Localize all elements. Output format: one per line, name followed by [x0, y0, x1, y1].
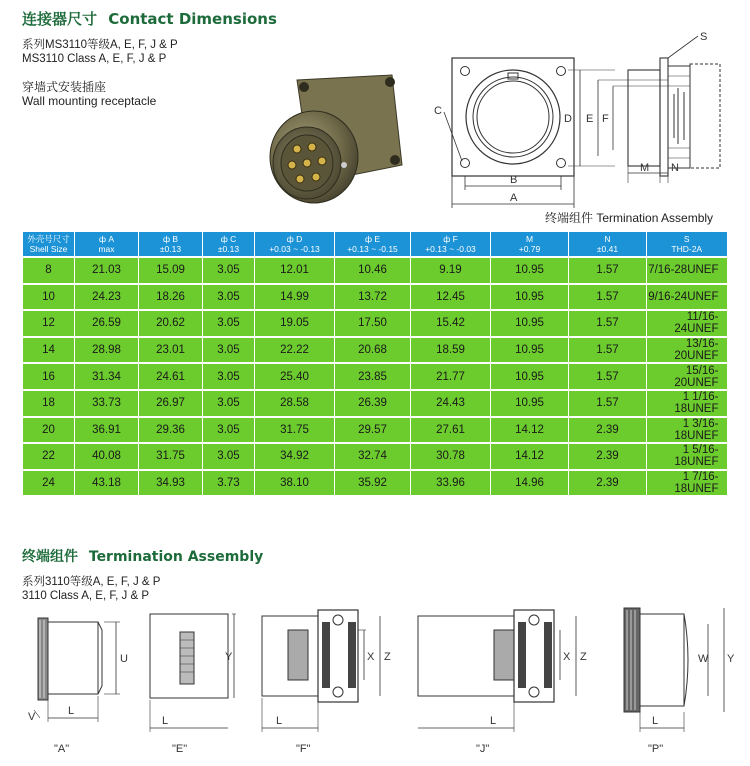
type-a-dim-v: V	[28, 711, 36, 723]
table-cell: 24.23	[75, 284, 139, 311]
page-title	[22, 8, 277, 29]
title-en: Contact Dimensions	[108, 10, 277, 28]
table-cell: 19.05	[255, 310, 335, 337]
table-cell: 3.05	[203, 443, 255, 470]
column-header-line: ф E	[364, 234, 381, 244]
termination-series-cn: 系列3110等级A, E, F, J & P	[22, 576, 161, 588]
table-cell: 3.73	[203, 470, 255, 496]
table-row	[23, 337, 727, 364]
table-row	[23, 310, 727, 337]
table-cell: 3.05	[203, 417, 255, 444]
table-row	[23, 417, 727, 444]
table-cell: 13/16-20UNEF	[647, 337, 727, 364]
type-e-dim-l: L	[162, 715, 169, 727]
table-cell: 10	[23, 284, 75, 311]
table-cell: 14	[23, 337, 75, 364]
table-cell: 18.26	[139, 284, 203, 311]
table-cell: 2.39	[569, 470, 647, 496]
table-cell: 38.10	[255, 470, 335, 496]
type-p-dim-l: L	[652, 715, 659, 727]
column-header-line: Shell Size	[29, 244, 68, 254]
termination-title-cn: 终端组件	[22, 549, 78, 565]
type-p-dim-w: W	[698, 653, 709, 665]
type-j-label: "J"	[476, 743, 490, 755]
table-cell: 31.75	[255, 417, 335, 444]
table-cell: 22.22	[255, 337, 335, 364]
column-header-line: ф D	[286, 234, 303, 244]
column-header	[203, 232, 255, 257]
type-j-dim-x: X	[563, 651, 571, 663]
column-header-line: ф C	[220, 234, 237, 244]
table-cell: 9.19	[411, 257, 491, 284]
table-cell: 9/16-24UNEF	[647, 284, 727, 311]
table-cell: 24	[23, 470, 75, 496]
spec-table	[22, 232, 727, 495]
dim-label-n: N	[671, 162, 679, 174]
table-cell: 23.85	[335, 363, 411, 390]
column-header-line: ±0.13	[217, 244, 240, 254]
dim-label-d: D	[564, 113, 572, 125]
type-p-dim-y: Y	[727, 653, 735, 665]
table-cell: 1 3/16-18UNEF	[647, 417, 727, 444]
connector-photo	[262, 65, 407, 215]
mount-en: Wall mounting receptacle	[22, 94, 157, 108]
table-cell: 24.43	[411, 390, 491, 417]
table-cell: 33.96	[411, 470, 491, 496]
dim-label-c: C	[434, 105, 442, 117]
table-cell: 3.05	[203, 337, 255, 364]
table-cell: 1.57	[569, 284, 647, 311]
mount-cn: 穿墙式安装插座	[22, 80, 107, 94]
table-cell: 12.01	[255, 257, 335, 284]
table-header-row	[23, 232, 727, 257]
column-header	[647, 232, 727, 257]
column-header	[75, 232, 139, 257]
table-cell: 23.01	[139, 337, 203, 364]
table-cell: 3.05	[203, 284, 255, 311]
table-cell: 11/16-24UNEF	[647, 310, 727, 337]
column-header-line: 外壳号尺寸	[27, 234, 70, 244]
table-cell: 34.93	[139, 470, 203, 496]
column-header-line: M	[525, 234, 534, 244]
table-cell: 13.72	[335, 284, 411, 311]
column-header-line: +0.13 ~ -0.03	[425, 244, 476, 254]
title-cn: 连接器尺寸	[22, 10, 98, 28]
table-cell: 1.57	[569, 390, 647, 417]
table-cell: 3.05	[203, 310, 255, 337]
column-header	[335, 232, 411, 257]
column-header-line: THD-2A	[671, 244, 703, 254]
table-cell: 14.99	[255, 284, 335, 311]
type-e-label: "E"	[172, 743, 188, 755]
table-row	[23, 284, 727, 311]
table-cell: 10.95	[491, 257, 569, 284]
table-cell: 28.98	[75, 337, 139, 364]
table-cell: 20.68	[335, 337, 411, 364]
table-cell: 10.95	[491, 337, 569, 364]
table-cell: 15/16-20UNEF	[647, 363, 727, 390]
table-cell: 12.45	[411, 284, 491, 311]
type-j-drawing	[418, 610, 587, 755]
table-cell: 32.74	[335, 443, 411, 470]
table-cell: 28.58	[255, 390, 335, 417]
table-cell: 17.50	[335, 310, 411, 337]
column-header	[139, 232, 203, 257]
table-cell: 8	[23, 257, 75, 284]
table-cell: 27.61	[411, 417, 491, 444]
table-cell: 14.12	[491, 443, 569, 470]
column-header-line: +0.79	[518, 244, 541, 254]
table-cell: 22	[23, 443, 75, 470]
termination-title	[22, 546, 263, 566]
table-cell: 12	[23, 310, 75, 337]
table-cell: 15.09	[139, 257, 203, 284]
type-f-dim-x: X	[367, 651, 375, 663]
table-cell: 29.57	[335, 417, 411, 444]
table-cell: 1.57	[569, 337, 647, 364]
type-f-dim-z: Z	[384, 651, 391, 663]
type-j-dim-z: Z	[580, 651, 587, 663]
column-header-line: ±0.13	[159, 244, 182, 254]
table-cell: 18.59	[411, 337, 491, 364]
termination-series-en: 3110 Class A, E, F, J & P	[22, 590, 149, 602]
dim-label-b: B	[510, 174, 518, 186]
table-cell: 1 1/16-18UNEF	[647, 390, 727, 417]
table-cell: 31.75	[139, 443, 203, 470]
dimension-diagram	[430, 28, 730, 213]
series-en: MS3110 Class A, E, F, J & P	[22, 53, 167, 65]
dim-label-s: S	[700, 31, 708, 43]
column-header	[491, 232, 569, 257]
table-cell: 10.95	[491, 363, 569, 390]
table-cell: 29.36	[139, 417, 203, 444]
type-e-dim-y: Y	[225, 651, 233, 663]
table-cell: 16	[23, 363, 75, 390]
table-cell: 15.42	[411, 310, 491, 337]
type-j-dim-l: L	[490, 715, 497, 727]
series-block	[22, 38, 178, 66]
table-cell: 1.57	[569, 257, 647, 284]
table-cell: 14.12	[491, 417, 569, 444]
column-header	[569, 232, 647, 257]
column-header-line: ф A	[98, 234, 115, 244]
table-cell: 3.05	[203, 390, 255, 417]
table-cell: 1.57	[569, 310, 647, 337]
termination-title-en: Termination Assembly	[88, 549, 264, 565]
type-f-dim-l: L	[276, 715, 283, 727]
column-header-line: ф B	[162, 234, 179, 244]
table-cell: 3.05	[203, 257, 255, 284]
table-cell: 1 7/16-18UNEF	[647, 470, 727, 496]
table-body	[23, 257, 727, 495]
table-cell: 24.61	[139, 363, 203, 390]
table-row	[23, 390, 727, 417]
table-cell: 35.92	[335, 470, 411, 496]
diagram-caption: 终端组件 Termination Assembly	[545, 211, 714, 225]
column-header	[255, 232, 335, 257]
table-cell: 30.78	[411, 443, 491, 470]
type-f-drawing	[262, 610, 391, 755]
table-cell: 18	[23, 390, 75, 417]
table-cell: 40.08	[75, 443, 139, 470]
table-cell: 26.39	[335, 390, 411, 417]
column-header	[411, 232, 491, 257]
table-cell: 21.03	[75, 257, 139, 284]
column-header	[23, 232, 75, 257]
column-header-line: +0.13 ~ -0.15	[347, 244, 398, 254]
termination-series	[22, 575, 160, 603]
column-header-line: ±0.41	[596, 244, 619, 254]
type-a-dim-u: U	[120, 653, 128, 665]
table-row	[23, 470, 727, 496]
table-cell: 10.95	[491, 284, 569, 311]
table-row	[23, 257, 727, 284]
column-header-line: N	[604, 234, 611, 244]
table-cell: 10.95	[491, 310, 569, 337]
mount-block	[22, 80, 156, 108]
table-cell: 7/16-28UNEF	[647, 257, 727, 284]
table-cell: 1.57	[569, 363, 647, 390]
column-header-line: ф F	[443, 234, 458, 244]
table-row	[23, 443, 727, 470]
termination-diagrams	[20, 600, 740, 760]
table-cell: 36.91	[75, 417, 139, 444]
type-a-drawing	[28, 618, 128, 755]
table-cell: 2.39	[569, 417, 647, 444]
table-cell: 25.40	[255, 363, 335, 390]
dim-label-f: F	[602, 113, 609, 125]
table-cell: 26.97	[139, 390, 203, 417]
table-cell: 3.05	[203, 363, 255, 390]
table-cell: 33.73	[75, 390, 139, 417]
series-cn: 系列MS3110等级A, E, F, J & P	[22, 39, 178, 51]
table-cell: 20.62	[139, 310, 203, 337]
table-cell: 2.39	[569, 443, 647, 470]
table-cell: 26.59	[75, 310, 139, 337]
dim-label-m: M	[640, 162, 650, 174]
table-cell: 34.92	[255, 443, 335, 470]
table-row	[23, 363, 727, 390]
type-a-label: "A"	[54, 743, 70, 755]
dim-label-a: A	[510, 192, 518, 204]
column-header-line: +0.03 ~ -0.13	[269, 244, 320, 254]
table-cell: 10.95	[491, 390, 569, 417]
table-cell: 31.34	[75, 363, 139, 390]
type-p-drawing	[624, 608, 735, 755]
table-cell: 14.96	[491, 470, 569, 496]
type-e-drawing	[150, 614, 236, 755]
type-f-label: "F"	[296, 743, 311, 755]
column-header-line: max	[98, 244, 115, 254]
type-p-label: "P"	[648, 743, 664, 755]
table-cell: 43.18	[75, 470, 139, 496]
dim-label-e: E	[586, 113, 594, 125]
table-cell: 10.46	[335, 257, 411, 284]
table-cell: 20	[23, 417, 75, 444]
table-cell: 1 5/16-18UNEF	[647, 443, 727, 470]
column-header-line: S	[683, 234, 690, 244]
type-a-dim-l: L	[68, 705, 75, 717]
table-cell: 21.77	[411, 363, 491, 390]
